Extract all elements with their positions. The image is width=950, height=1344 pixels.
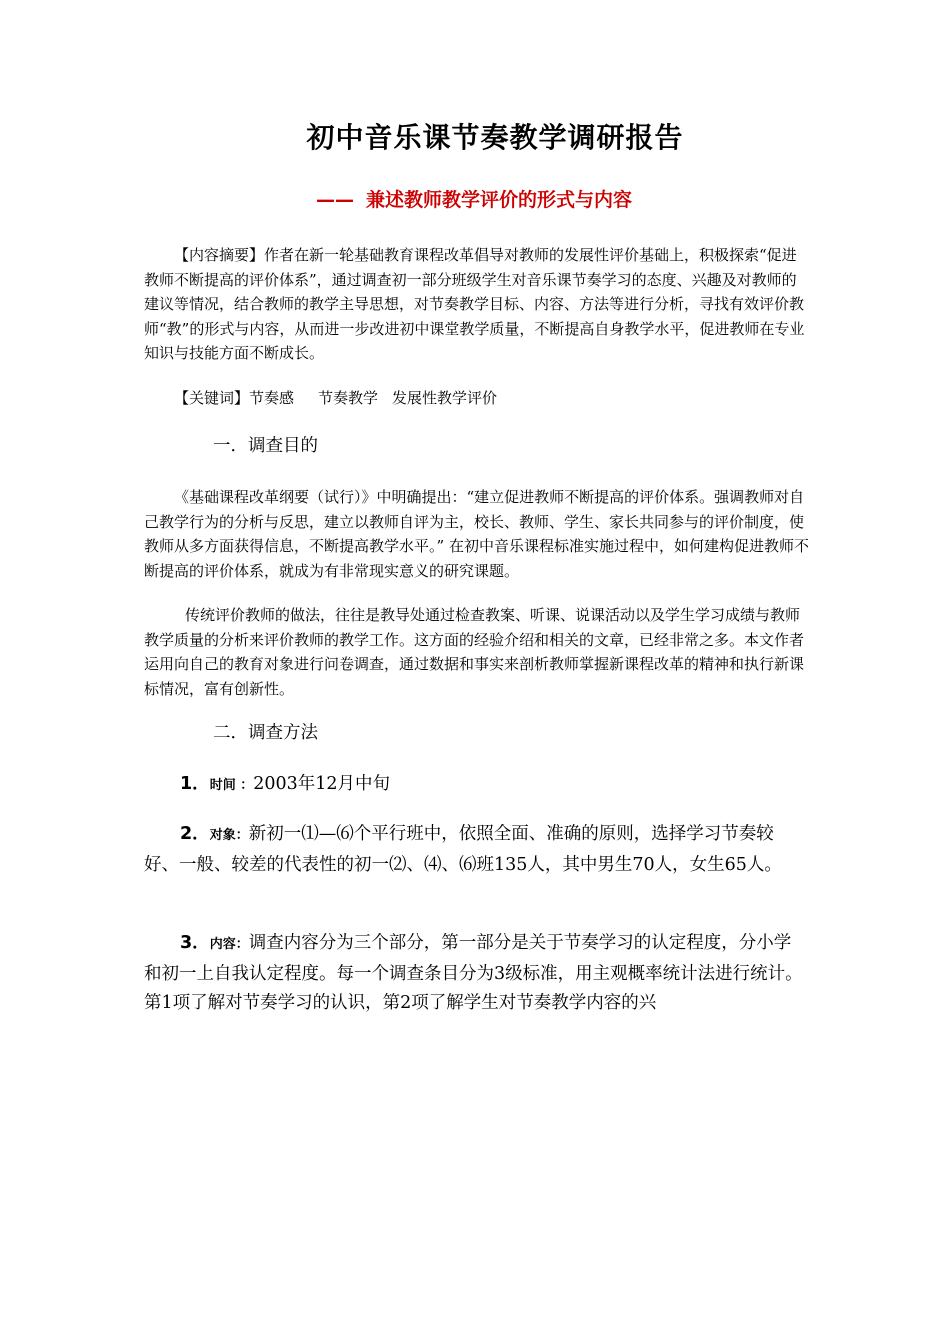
section-heading-purpose: 一．调查目的 (213, 436, 318, 456)
item-text: 新初一⑴—⑹个平行班中，依照全面、准确的原则，选择学习节奏较好、一般、较差的代表性的初一⑵、⑷、⑹班135人，其中男生70人，女生65人。 (144, 824, 782, 875)
document-subtitle (316, 186, 632, 214)
item-number: 2． (180, 824, 210, 844)
keyword-item: 发展性教学评价 (392, 389, 498, 407)
item-text: 2003年12月中旬 (253, 774, 391, 794)
keywords-line (144, 386, 809, 411)
keywords-label: 【关键词】 (174, 389, 250, 407)
method-item-content (144, 929, 804, 1019)
item-number: 1． (180, 774, 210, 794)
subtitle-text: 兼述教师教学评价的形式与内容 (366, 189, 633, 211)
item-label: 时间 ： (209, 778, 254, 793)
section1-paragraph-1: 《基础课程改革纲要（试行）》中明确提出：“建立促进教师不断提高的评价体系。强调教师对自己教学行为的分析与反思，建立以教师自评为主，校长、教师、学生、家长共同参与的评价制度，使教师从多方面获得信息，不断提高教学水平。” 在初中音乐课程标准实施过程中，如何建构促进教师不断提高的评价体系，就成为有非常现实意义的研究课题。 (144, 488, 809, 580)
keyword-item: 节奏感 (249, 389, 295, 407)
method-item-subject (144, 820, 804, 880)
subtitle-dash: —— (316, 189, 354, 211)
item-label: 内容： (209, 937, 249, 952)
abstract-paragraph: 【内容摘要】作者在新一轮基础教育课程改革倡导对教师的发展性评价基础上，积极探索“促进教师不断提高的评价体系”，通过调查初一部分班级学生对音乐课节奏学习的态度、兴趣及对教师的建议等情况，结合教师的教学主导思想，对节奏教学目标、内容、方法等进行分析，寻找有效评价教师“教”的形式与内容，从而进一步改进初中课堂教学质量，不断提高自身教学水平，促进教师在专业知识与技能方面不断成长。 (144, 246, 805, 362)
method-item-time (144, 770, 804, 801)
item-number: 3． (180, 933, 210, 953)
section1-paragraph-2: 传统评价教师的做法，往往是教导处通过检查教案、听课、说课活动以及学生学习成绩与教师教学质量的分析来评价教师的教学工作。这方面的经验介绍和相关的文章，已经非常之多。本文作者运用向自己的教育对象进行问卷调查，通过数据和事实来剖析教师掌握新课程改革的精神和执行新课标情况，富有创新性。 (144, 606, 805, 698)
item-label: 对象： (209, 828, 249, 843)
document-title: 初中音乐课节奏教学调研报告 (306, 121, 684, 154)
item-text: 调查内容分为三个部分，第一部分是关于节奏学习的认定程度，分小学和初一上自我认定程度。每一个调查条目分为3级标准，用主观概率统计法进行统计。第1项了解对节奏学习的认识，第2项了解学生对节奏教学内容的兴 (144, 933, 803, 1013)
keyword-item: 节奏教学 (318, 389, 379, 407)
section-heading-method: 二．调查方法 (213, 723, 318, 743)
